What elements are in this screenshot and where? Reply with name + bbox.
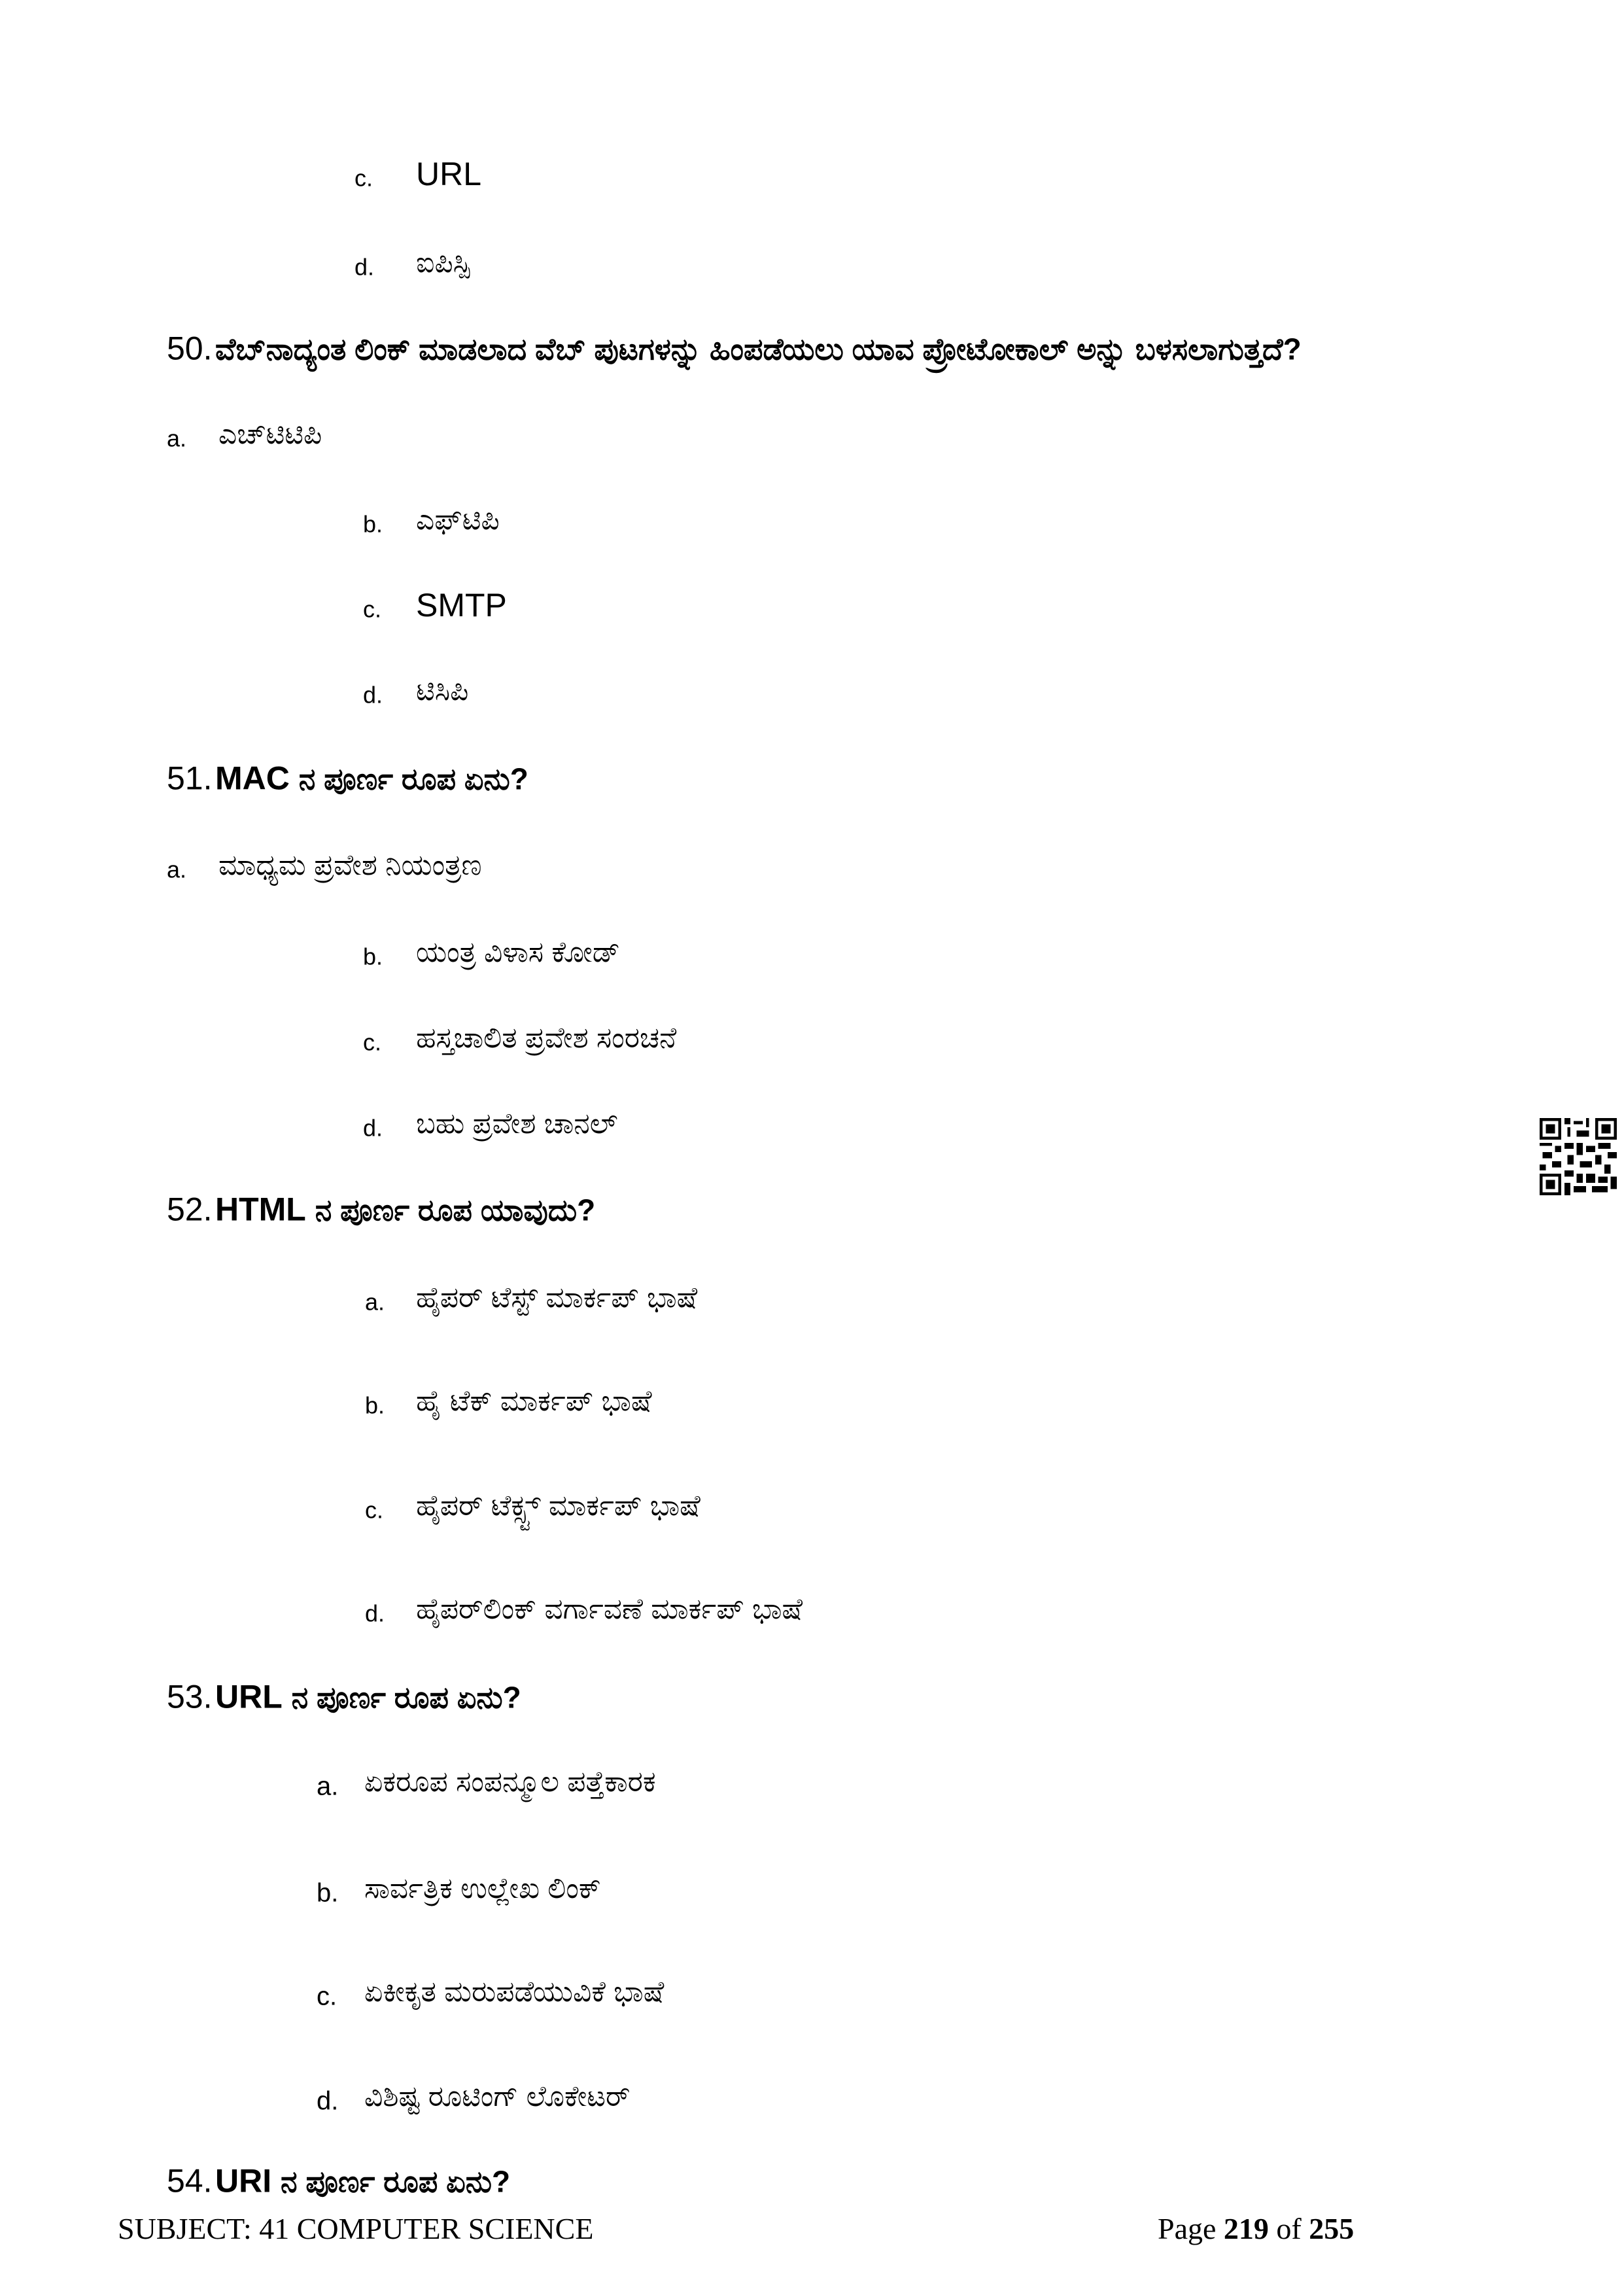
option-text: ವಿಶಿಷ್ಟ ರೂಟಿಂಗ್ ಲೊಕೇಟರ್ — [364, 2080, 631, 2112]
question-53 — [167, 1678, 521, 1717]
option-text: ಟಿಸಿಪಿ — [416, 674, 469, 707]
option-text: ಬಹು ಪ್ರವೇಶ ಚಾನಲ್ — [416, 1108, 618, 1140]
question-number: 51. — [167, 760, 213, 797]
question-number: 53. — [167, 1678, 213, 1715]
option-label: c. — [354, 164, 373, 192]
question-51 — [167, 760, 528, 798]
option-text: ಮಾಧ್ಯಮ ಪ್ರವೇಶ ನಿಯಂತ್ರಣ — [218, 849, 482, 881]
option-label: d. — [363, 1114, 383, 1142]
option-text: ಸಾರ್ವತ್ರಿಕ ಉಲ್ಲೇಖ ಲಿಂಕ್ — [364, 1872, 601, 1904]
option-text: ಹೈ ಟೆಕ್ ಮಾರ್ಕಪ್ ಭಾಷೆ — [416, 1385, 652, 1417]
option-label: c. — [363, 595, 382, 623]
option-text: ಹೈಪರ್‌ಲಿಂಕ್ ವರ್ಗಾವಣೆ ಮಾರ್ಕಪ್ ಭಾಷೆ — [416, 1593, 803, 1625]
question-text: ವೆಬ್‌ನಾದ್ಯಂತ ಲಿಂಕ್ ಮಾಡಲಾದ ವೆಬ್ ಪುಟಗಳನ್ನು ಹಿಂಪಡೆಯಲು ಯಾವ ಪ್ರೋಟೋಕಾಲ್ ಅನ್ನು ಬಳಸಲಾಗುತ್ತದೆ? — [215, 332, 1302, 366]
option-label: d. — [317, 2086, 339, 2116]
footer-subject: SUBJECT: 41 COMPUTER SCIENCE — [118, 2212, 594, 2245]
question-number: 54. — [167, 2162, 213, 2199]
option-label: a. — [167, 856, 187, 883]
page-prefix: Page — [1158, 2212, 1217, 2245]
page-current: 219 — [1223, 2212, 1269, 2245]
option-text: ಏಕೀಕೃತ ಮರುಪಡೆಯುವಿಕೆ ಭಾಷೆ — [364, 1976, 665, 2008]
question-52 — [167, 1191, 595, 1229]
option-text: ಏಕರೂಪ ಸಂಪನ್ಮೂಲ ಪತ್ತೆಕಾರಕ — [364, 1766, 656, 1798]
question-number: 50. — [167, 330, 213, 367]
option-label: d. — [363, 681, 383, 709]
option-label: d. — [354, 253, 375, 281]
question-abbr: URL — [215, 1678, 283, 1715]
option-text: ಎಫ್‌ಟಿಪಿ — [416, 504, 500, 536]
page-of: of — [1276, 2212, 1302, 2245]
question-number: 52. — [167, 1191, 213, 1228]
question-abbr: URI — [215, 2162, 272, 2199]
qr-code-icon — [1540, 1118, 1617, 1195]
option-text: ಎಚ್‌ಟಿಟಿಪಿ — [218, 418, 322, 450]
option-label: b. — [365, 1392, 385, 1419]
option-label: b. — [363, 510, 383, 538]
option-label: a. — [317, 1772, 339, 1801]
question-text: ನ ಪೂರ್ಣ ರೂಪ ಯಾವುದು? — [315, 1193, 596, 1227]
option-label: c. — [363, 1028, 382, 1056]
question-text: ನ ಪೂರ್ಣ ರೂಪ ಏನು? — [281, 2164, 511, 2199]
question-54 — [167, 2162, 510, 2201]
option-text: ಹೈಪರ್ ಟೆಕ್ಸ್ಟ್ ಮಾರ್ಕಪ್ ಭಾಷೆ — [416, 1490, 700, 1522]
option-text: ಯಂತ್ರ ವಿಳಾಸ ಕೋಡ್ — [416, 936, 620, 968]
option-text: SMTP — [416, 587, 507, 623]
option-label: a. — [365, 1288, 385, 1316]
option-label: c. — [317, 1982, 337, 2011]
page-total: 255 — [1309, 2212, 1355, 2245]
question-abbr: HTML — [215, 1191, 306, 1228]
question-50 — [167, 330, 1302, 368]
option-text: URL — [416, 156, 482, 192]
option-text: ಐಪಿಸ್ಪಿ — [416, 247, 471, 279]
option-label: b. — [317, 1878, 339, 1908]
question-abbr: MAC — [215, 760, 290, 797]
option-text: ಹೈಪರ್ ಟೆಸ್ಟ್ ಮಾರ್ಕಪ್ ಭಾಷೆ — [416, 1282, 698, 1314]
option-label: d. — [365, 1600, 385, 1627]
option-label: c. — [365, 1496, 384, 1524]
option-text: ಹಸ್ತಚಾಲಿತ ಪ್ರವೇಶ ಸಂರಚನೆ — [416, 1022, 677, 1054]
question-text: ನ ಪೂರ್ಣ ರೂಪ ಏನು? — [291, 1680, 521, 1715]
option-label: a. — [167, 425, 187, 452]
question-text: ನ ಪೂರ್ಣ ರೂಪ ಏನು? — [298, 762, 528, 796]
option-label: b. — [363, 943, 383, 970]
footer-page-number — [1158, 2211, 1354, 2246]
